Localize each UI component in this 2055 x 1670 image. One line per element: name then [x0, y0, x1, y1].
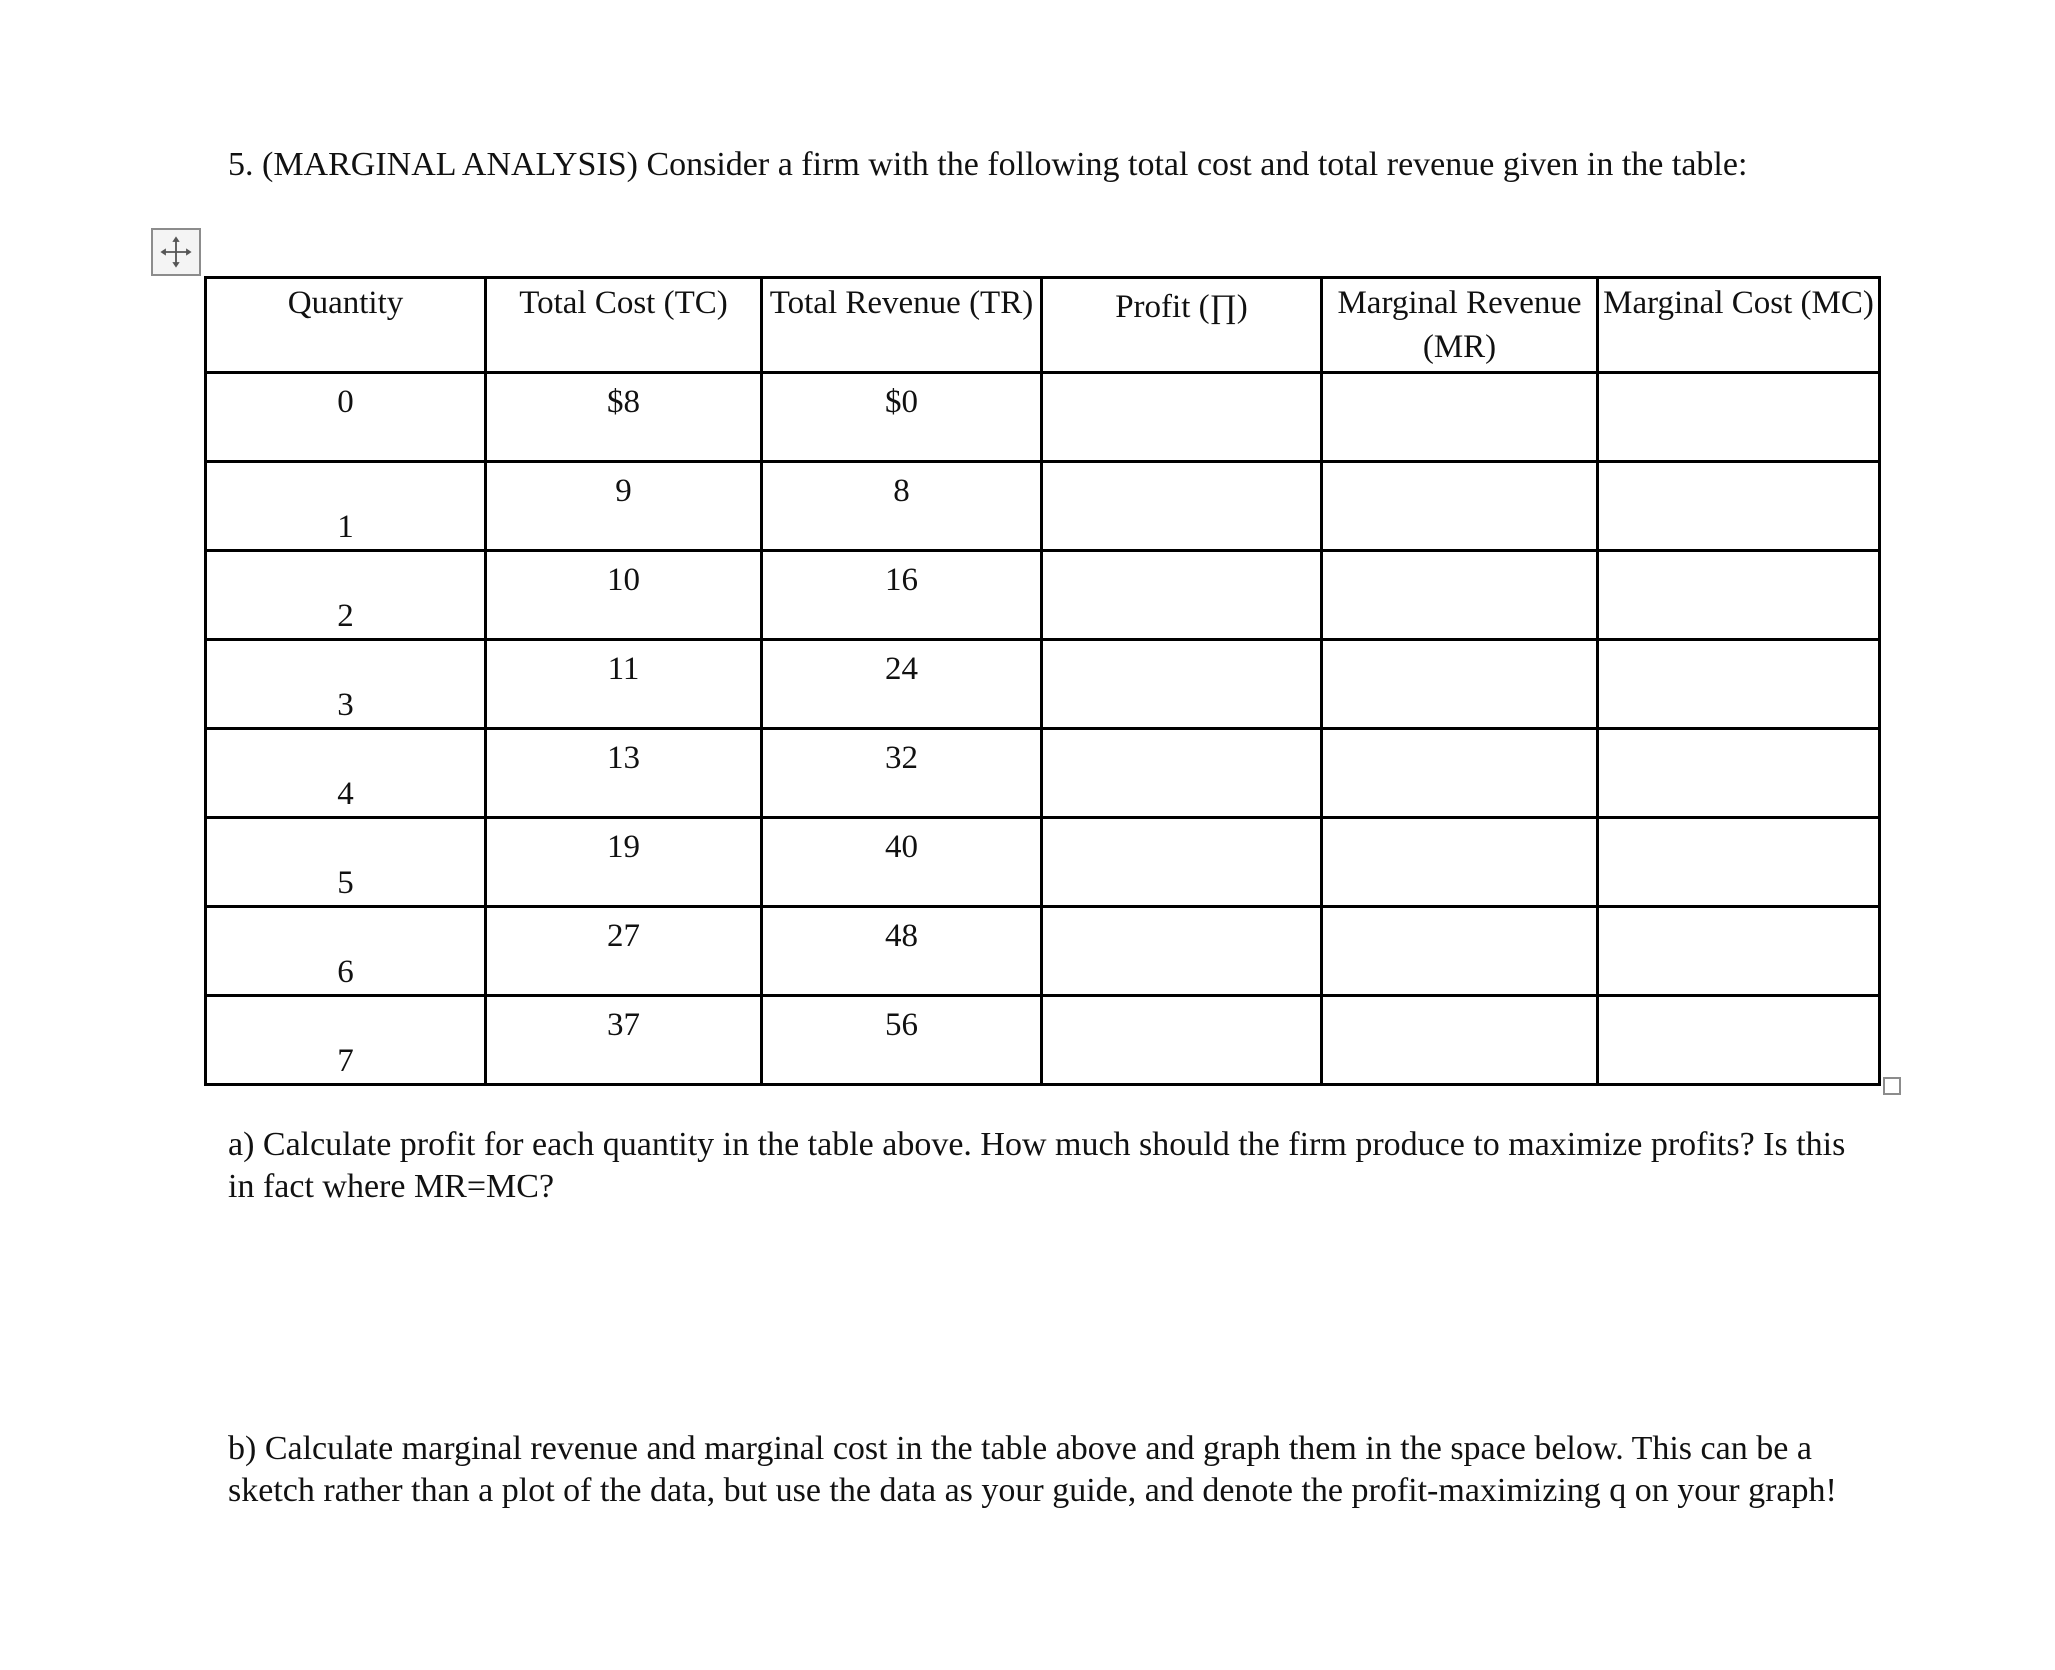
total-cost-cell [486, 996, 762, 1085]
marginal-revenue-cell[interactable] [1322, 640, 1598, 729]
quantity-value: 4 [337, 776, 354, 812]
question-intro: 5. (MARGINAL ANALYSIS) Consider a firm with the following total cost and total revenue given in the table: [228, 146, 1748, 183]
table-row [206, 373, 1880, 462]
total-revenue-value: 32 [885, 740, 918, 776]
quantity-value: 0 [337, 384, 354, 420]
total-cost-cell [486, 640, 762, 729]
marginal-revenue-cell[interactable] [1322, 373, 1598, 462]
marginal-cost-cell[interactable] [1598, 729, 1880, 818]
cost-revenue-table [204, 276, 1881, 1086]
question-part-b: b) Calculate marginal revenue and marginal cost in the table above and graph them in the space below. This can be a sketch rather than a plot of the data, but use the data as your guide, and denote the profit-maximizing q on your graph! [228, 1430, 1837, 1509]
quantity-value: 5 [337, 865, 354, 901]
total-revenue-cell [762, 729, 1042, 818]
total-revenue-cell [762, 907, 1042, 996]
marginal-revenue-cell[interactable] [1322, 729, 1598, 818]
marginal-cost-cell[interactable] [1598, 640, 1880, 729]
total-revenue-value: 8 [893, 473, 910, 509]
marginal-cost-cell[interactable] [1598, 996, 1880, 1085]
total-cost-value: $8 [607, 384, 640, 420]
marginal-revenue-cell[interactable] [1322, 907, 1598, 996]
table-row [206, 907, 1880, 996]
total-revenue-cell [762, 373, 1042, 462]
total-cost-cell [486, 818, 762, 907]
header-total-cost: Total Cost (TC) [486, 278, 762, 373]
table-row [206, 996, 1880, 1085]
quantity-value: 6 [337, 954, 354, 990]
total-revenue-value: 48 [885, 918, 918, 954]
total-cost-value: 11 [607, 651, 640, 687]
total-revenue-value: $0 [885, 384, 918, 420]
header-total-revenue: Total Revenue (TR) [762, 278, 1042, 373]
total-cost-cell [486, 551, 762, 640]
profit-cell[interactable] [1042, 373, 1322, 462]
profit-cell[interactable] [1042, 640, 1322, 729]
quantity-cell [206, 996, 486, 1085]
total-cost-value: 37 [607, 1007, 640, 1043]
header-marginal-revenue: Marginal Revenue (MR) [1322, 278, 1598, 373]
table-row [206, 818, 1880, 907]
total-cost-value: 10 [607, 562, 640, 598]
table-header-row [206, 278, 1880, 373]
profit-cell[interactable] [1042, 818, 1322, 907]
quantity-cell [206, 907, 486, 996]
header-quantity: Quantity [206, 278, 486, 373]
marginal-cost-cell[interactable] [1598, 462, 1880, 551]
total-revenue-cell [762, 996, 1042, 1085]
quantity-value: 2 [337, 598, 354, 634]
total-cost-cell [486, 373, 762, 462]
profit-cell[interactable] [1042, 996, 1322, 1085]
quantity-cell [206, 640, 486, 729]
quantity-cell [206, 818, 486, 907]
table-resize-handle[interactable] [1883, 1077, 1901, 1095]
profit-cell[interactable] [1042, 551, 1322, 640]
total-cost-cell [486, 462, 762, 551]
total-revenue-value: 24 [885, 651, 918, 687]
total-revenue-value: 40 [885, 829, 918, 865]
total-cost-value: 13 [607, 740, 640, 776]
marginal-revenue-cell[interactable] [1322, 818, 1598, 907]
marginal-revenue-cell[interactable] [1322, 551, 1598, 640]
profit-cell[interactable] [1042, 462, 1322, 551]
quantity-value: 7 [337, 1043, 354, 1079]
quantity-cell [206, 729, 486, 818]
profit-cell[interactable] [1042, 907, 1322, 996]
header-profit: Profit (∏) [1042, 278, 1322, 373]
total-revenue-cell [762, 462, 1042, 551]
total-cost-value: 9 [615, 473, 632, 509]
quantity-value: 1 [337, 509, 354, 545]
question-part-a: a) Calculate profit for each quantity in the table above. How much should the firm produce to maximize profits? Is this in fact where MR=MC? [228, 1126, 1846, 1205]
table-move-handle-icon[interactable] [151, 228, 201, 276]
table-row [206, 551, 1880, 640]
marginal-cost-cell[interactable] [1598, 373, 1880, 462]
total-revenue-cell [762, 551, 1042, 640]
profit-cell[interactable] [1042, 729, 1322, 818]
total-cost-value: 27 [607, 918, 640, 954]
marginal-cost-cell[interactable] [1598, 907, 1880, 996]
quantity-cell [206, 462, 486, 551]
marginal-cost-cell[interactable] [1598, 818, 1880, 907]
quantity-value: 3 [337, 687, 354, 723]
total-revenue-value: 16 [885, 562, 918, 598]
quantity-cell [206, 373, 486, 462]
table-row [206, 640, 1880, 729]
total-revenue-cell [762, 818, 1042, 907]
total-revenue-value: 56 [885, 1007, 918, 1043]
total-revenue-cell [762, 640, 1042, 729]
four-arrow-move-icon [153, 230, 199, 274]
quantity-cell [206, 551, 486, 640]
cost-revenue-table-container [204, 276, 1878, 1086]
total-cost-cell [486, 907, 762, 996]
table-row [206, 729, 1880, 818]
header-marginal-cost: Marginal Cost (MC) [1598, 278, 1880, 373]
marginal-revenue-cell[interactable] [1322, 462, 1598, 551]
total-cost-value: 19 [607, 829, 640, 865]
total-cost-cell [486, 729, 762, 818]
marginal-revenue-cell[interactable] [1322, 996, 1598, 1085]
table-row [206, 462, 1880, 551]
marginal-cost-cell[interactable] [1598, 551, 1880, 640]
